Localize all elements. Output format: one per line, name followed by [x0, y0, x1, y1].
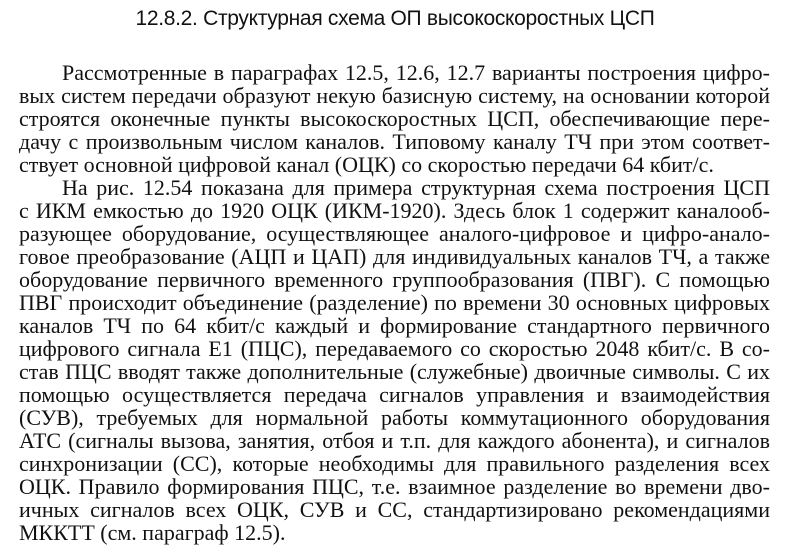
paragraph-line: строятся оконечные пункты высокоскоростных ЦСП, обеспечивающие пере- — [19, 106, 770, 131]
section-heading: 12.8.2. Структурная схема ОП высокоскоростных ЦСП — [135, 7, 655, 30]
paragraph-line: ОЦК. Правило формирования ПЦС, т.е. взаимное разделение во времени дво- — [19, 474, 770, 499]
paragraph-line: говое преобразование (АЦП и ЦАП) для индивидуальных каналов ТЧ, а также — [19, 244, 770, 269]
paragraph-line: На рис. 12.54 показана для примера структурная схема построения ЦСП — [62, 175, 770, 200]
paragraph-line: ПВГ происходит объединение (разделение) по времени 30 основных цифровых — [19, 290, 770, 315]
paragraph-line: с ИКМ емкостью до 1920 ОЦК (ИКМ-1920). Здесь блок 1 содержит каналооб- — [19, 198, 770, 223]
paragraph-line: МККТТ (см. параграф 12.5). — [19, 520, 286, 545]
paragraph-line: ствует основной цифровой канал (ОЦК) со скоростью передачи 64 кбит/с. — [19, 152, 714, 177]
paragraph-line: оборудование первичного временного группообразования (ПВГ). С помощью — [19, 267, 770, 292]
paragraph-line: вых систем передачи образуют некую базисную систему, на основании которой — [19, 83, 770, 108]
paragraph-line: синхронизации (СС), которые необходимы для правильного разделения всех — [19, 451, 770, 476]
paragraph-line: АТС (сигналы вызова, занятия, отбоя и т.п. для каждого абонента), и сигналов — [19, 428, 770, 453]
paragraph-line: разующее оборудование, осуществляющее аналого-цифровое и цифро-анало- — [19, 221, 770, 246]
paragraph-line: каналов ТЧ по 64 кбит/с каждый и формирование стандартного первичного — [19, 313, 770, 338]
paragraph-line: Рассмотренные в параграфах 12.5, 12.6, 12.7 варианты построения цифро- — [62, 60, 770, 85]
paragraph-line: цифрового сигнала Е1 (ПЦС), передаваемого со скоростью 2048 кбит/с. В со- — [19, 336, 770, 361]
paragraph-line: (СУВ), требуемых для нормальной работы коммутационного оборудования — [19, 405, 770, 430]
paragraph-line: помощью осуществляется передача сигналов управления и взаимодействия — [19, 382, 770, 407]
paragraph-line: ичных сигналов всех ОЦК, СУВ и СС, стандартизировано рекомендациями — [19, 497, 770, 522]
paragraph-line: дачу с произвольным числом каналов. Типовому каналу ТЧ при этом соответ- — [19, 129, 770, 154]
paragraph-line: став ПЦС вводят также дополнительные (служебные) двоичные символы. С их — [19, 359, 770, 384]
